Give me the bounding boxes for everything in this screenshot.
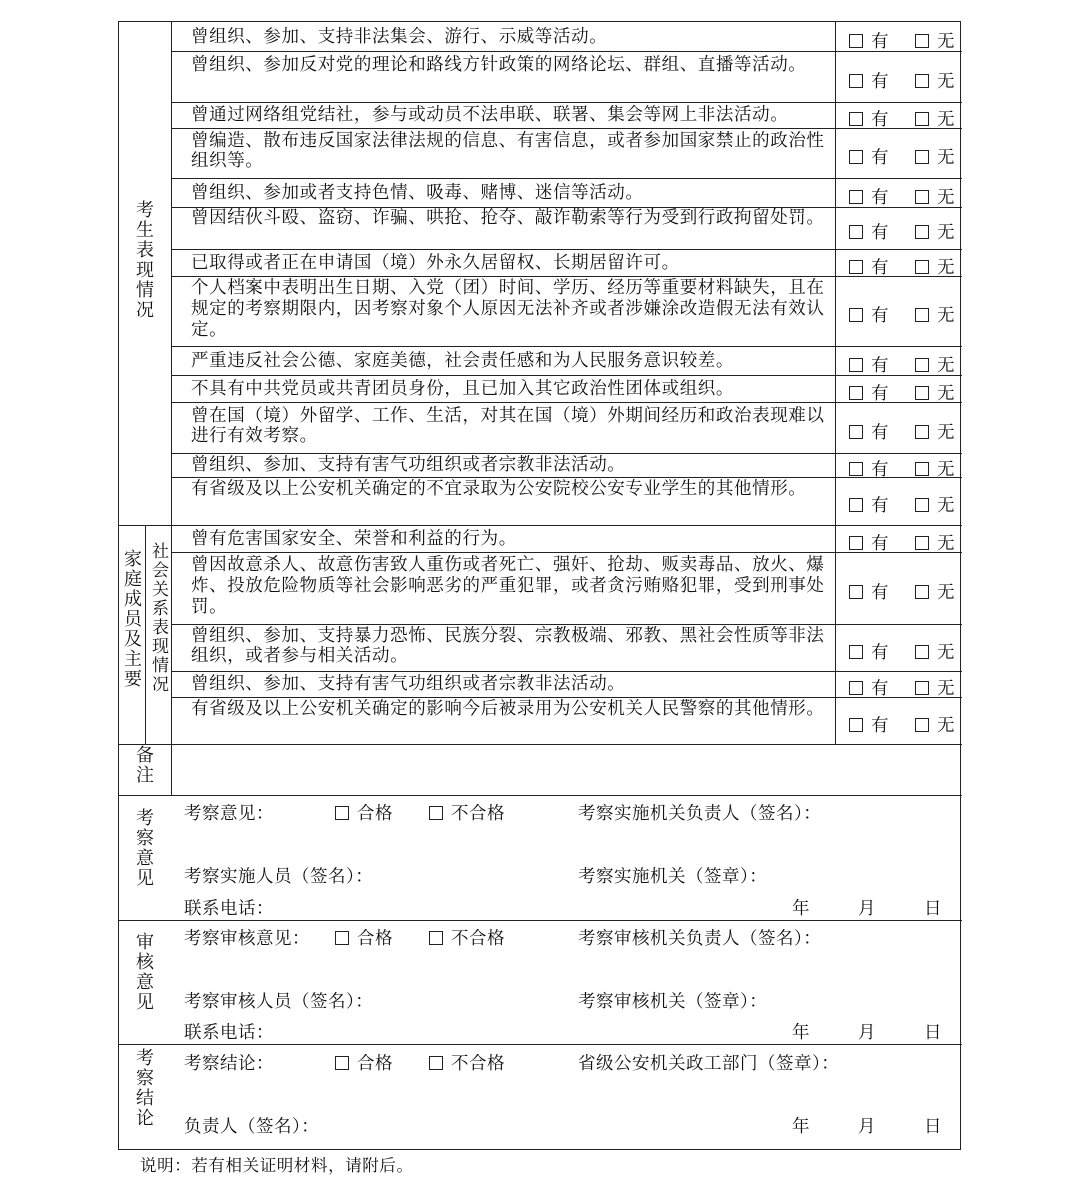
checkbox-icon xyxy=(915,150,929,164)
option-no[interactable]: 无 xyxy=(915,712,955,737)
candidate-item-text: 已取得或者正在申请国（境）外永久居留权、长期居留许可。 xyxy=(191,252,680,273)
family-item-text: 曾组织、参加、支持暴力恐怖、民族分裂、宗教极端、邪教、黑社会性质等非法组织，或者参与相关活动。 xyxy=(191,625,825,666)
section-divider xyxy=(119,795,962,796)
review-org-seal-label: 考察实施机关（签章）： xyxy=(578,867,768,887)
row-divider xyxy=(171,346,962,347)
checkbox-icon xyxy=(915,112,929,126)
option-no[interactable]: 无 xyxy=(915,380,955,405)
option-no[interactable]: 无 xyxy=(915,184,955,209)
family-item-text: 有省级及以上公安机关确定的影响今后被录用为公安机关人民警察的其他情形。 xyxy=(191,698,825,719)
option-no[interactable]: 无 xyxy=(915,68,955,93)
option-yes[interactable]: 有 xyxy=(849,639,889,664)
checkbox-icon xyxy=(849,358,863,372)
date-month: 月 xyxy=(858,899,876,919)
family-category-heading-left: 家庭成员及主要 xyxy=(121,549,142,689)
checkbox-icon xyxy=(849,112,863,126)
option-no[interactable]: 无 xyxy=(915,219,955,244)
candidate-item-text: 有省级及以上公安机关确定的不宜录取为公安院校公安专业学生的其他情形。 xyxy=(191,479,807,499)
row-divider xyxy=(171,671,962,672)
checkbox-icon xyxy=(915,498,929,512)
option-no[interactable]: 无 xyxy=(915,639,955,664)
review-pass-option[interactable]: 合格 xyxy=(335,800,393,825)
row-divider xyxy=(171,477,962,478)
section-divider xyxy=(119,1044,962,1045)
audit-staff-signature-label: 考察审核人员（签名）： xyxy=(184,992,374,1012)
conclusion-heading: 考察结论 xyxy=(133,1048,154,1128)
candidate-item-text: 曾组织、参加、支持有害气功组织或者宗教非法活动。 xyxy=(191,455,626,475)
checkbox-icon xyxy=(335,806,349,820)
political-review-form xyxy=(118,21,961,1150)
option-no[interactable]: 无 xyxy=(915,144,955,169)
checkbox-icon xyxy=(915,585,929,599)
candidate-item-text: 严重违反社会公德、家庭美德，社会责任感和为人民服务意识较差。 xyxy=(191,350,734,371)
checkbox-icon xyxy=(429,806,443,820)
checkbox-icon xyxy=(915,74,929,88)
checkbox-icon xyxy=(915,358,929,372)
review-phone-label: 联系电话： xyxy=(184,899,274,919)
checkbox-icon xyxy=(849,190,863,204)
option-no[interactable]: 无 xyxy=(915,352,955,377)
candidate-item-text: 不具有中共党员或共青团员身份，且已加入其它政治性团体或组织。 xyxy=(191,378,734,399)
family-item-text: 曾组织、参加、支持有害气功组织或者宗教非法活动。 xyxy=(191,674,626,694)
row-divider xyxy=(171,128,962,129)
checkbox-icon xyxy=(849,681,863,695)
candidate-item-text: 曾因结伙斗殴、盗窃、诈骗、哄抢、抢夺、敲诈勒索等行为受到行政拘留处罚。 xyxy=(191,208,825,228)
checkbox-icon xyxy=(849,308,863,322)
checkbox-icon xyxy=(849,260,863,274)
checkbox-icon xyxy=(849,645,863,659)
option-yes[interactable]: 有 xyxy=(849,530,889,555)
family-split-divider xyxy=(145,525,146,744)
option-no[interactable]: 无 xyxy=(915,28,955,53)
audit-org-seal-label: 考察审核机关（签章）： xyxy=(578,992,768,1012)
audit-opinion-label: 考察审核意见： xyxy=(184,929,310,949)
checkbox-icon xyxy=(849,150,863,164)
date-year: 年 xyxy=(792,1023,810,1043)
option-yes[interactable]: 有 xyxy=(849,219,889,244)
checkbox-icon xyxy=(915,260,929,274)
family-item-text: 曾因故意杀人、故意伤害致人重伤或者死亡、强奸、抢劫、贩卖毒品、放火、爆炸、投放危险物质等社会影响恶劣的严重犯罪，或者贪污贿赂犯罪，受到刑事处罚。 xyxy=(191,555,825,617)
option-yes[interactable]: 有 xyxy=(849,144,889,169)
row-divider xyxy=(171,276,962,277)
date-year: 年 xyxy=(792,899,810,919)
option-yes[interactable]: 有 xyxy=(849,380,889,405)
row-divider xyxy=(171,102,962,103)
checkbox-icon xyxy=(915,681,929,695)
checkbox-icon xyxy=(335,1056,349,1070)
audit-phone-label: 联系电话： xyxy=(184,1023,274,1043)
review-staff-signature-label: 考察实施人员（签名）： xyxy=(184,867,374,887)
conclusion-fail-option[interactable]: 不合格 xyxy=(429,1050,505,1075)
option-no[interactable]: 无 xyxy=(915,675,955,700)
candidate-item-text: 曾组织、参加或者支持色情、吸毒、赌博、迷信等活动。 xyxy=(191,182,644,203)
checkbox-icon xyxy=(915,308,929,322)
checkbox-icon xyxy=(849,585,863,599)
remarks-divider xyxy=(171,744,172,795)
category-column-divider xyxy=(171,22,172,744)
option-yes[interactable]: 有 xyxy=(849,492,889,517)
audit-leader-signature-label: 考察审核机关负责人（签名）： xyxy=(578,929,822,949)
audit-fail-option[interactable]: 不合格 xyxy=(429,925,505,950)
checkbox-icon xyxy=(429,1056,443,1070)
conclusion-label: 考察结论： xyxy=(184,1054,274,1074)
checkbox-icon xyxy=(915,645,929,659)
checkbox-icon xyxy=(849,225,863,239)
option-yes[interactable]: 有 xyxy=(849,419,889,444)
option-yes[interactable]: 有 xyxy=(849,579,889,604)
option-no[interactable]: 无 xyxy=(915,302,955,327)
footnote: 说明：若有相关证明材料，请附后。 xyxy=(140,1156,414,1175)
family-item-text: 曾有危害国家安全、荣誉和利益的行为。 xyxy=(191,528,517,549)
checkbox-icon xyxy=(915,34,929,48)
option-no[interactable]: 无 xyxy=(915,579,955,604)
audit-heading: 审核意见 xyxy=(133,932,154,1012)
option-no[interactable]: 无 xyxy=(915,254,955,279)
option-no[interactable]: 无 xyxy=(915,419,955,444)
option-no[interactable]: 无 xyxy=(915,106,955,131)
date-year: 年 xyxy=(792,1117,810,1137)
candidate-item-text: 曾通过网络组党结社，参与或动员不法串联、联署、集会等网上非法活动。 xyxy=(191,105,789,125)
row-divider xyxy=(171,51,962,52)
option-yes[interactable]: 有 xyxy=(849,675,889,700)
row-divider xyxy=(171,375,962,376)
review-opinion-label: 考察意见： xyxy=(184,804,274,824)
checkbox-icon xyxy=(915,425,929,439)
option-no[interactable]: 无 xyxy=(915,456,955,481)
checkbox-icon xyxy=(915,225,929,239)
option-yes[interactable]: 有 xyxy=(849,712,889,737)
option-yes[interactable]: 有 xyxy=(849,68,889,93)
checkbox-icon xyxy=(915,462,929,476)
checkbox-icon xyxy=(849,425,863,439)
candidate-category-heading: 考生表现情况 xyxy=(133,200,154,320)
review-leader-signature-label: 考察实施机关负责人（签名）： xyxy=(578,804,822,824)
checkbox-icon xyxy=(849,386,863,400)
row-divider xyxy=(171,552,962,553)
checkbox-icon xyxy=(849,34,863,48)
candidate-item-text: 曾组织、参加、支持非法集会、游行、示威等活动。 xyxy=(191,26,608,47)
option-no[interactable]: 无 xyxy=(915,530,955,555)
remarks-heading: 备注 xyxy=(133,745,154,785)
checkbox-icon xyxy=(915,386,929,400)
date-month: 月 xyxy=(858,1023,876,1043)
date-month: 月 xyxy=(858,1117,876,1137)
option-yes[interactable]: 有 xyxy=(849,352,889,377)
row-divider xyxy=(171,402,962,403)
row-divider xyxy=(171,249,962,250)
checkbox-icon xyxy=(849,718,863,732)
candidate-item-text: 曾组织、参加反对党的理论和路线方针政策的网络论坛、群组、直播等活动。 xyxy=(191,54,807,75)
checkbox-icon xyxy=(915,190,929,204)
checkbox-icon xyxy=(849,498,863,512)
candidate-item-text: 个人档案中表明出生日期、入党（团）时间、学历、经历等重要材料缺失，且在规定的考察期限内，因考察对象个人原因无法补齐或者涉嫌涂改造假无法有效认定。 xyxy=(191,278,825,340)
candidate-item-text: 曾编造、散布违反国家法律法规的信息、有害信息，或者参加国家禁止的政治性组织等。 xyxy=(191,131,825,171)
option-yes[interactable]: 有 xyxy=(849,456,889,481)
section-divider xyxy=(119,920,962,921)
checkbox-icon xyxy=(849,536,863,550)
section-divider xyxy=(119,744,962,745)
checkbox-icon xyxy=(849,74,863,88)
candidate-item-text: 曾在国（境）外留学、工作、生活，对其在国（境）外期间经历和政治表现难以进行有效考察。 xyxy=(191,405,825,446)
checkbox-icon xyxy=(849,462,863,476)
checkbox-icon xyxy=(335,931,349,945)
checkbox-icon xyxy=(915,536,929,550)
review-heading: 考察意见 xyxy=(133,808,154,888)
row-divider xyxy=(171,178,962,179)
family-category-heading-right: 社会关系表现情况 xyxy=(148,542,168,694)
date-day: 日 xyxy=(924,1117,942,1137)
checkbox-icon xyxy=(429,931,443,945)
option-yes[interactable]: 有 xyxy=(849,302,889,327)
option-yes[interactable]: 有 xyxy=(849,106,889,131)
checkbox-icon xyxy=(915,718,929,732)
option-yes[interactable]: 有 xyxy=(849,28,889,53)
date-day: 日 xyxy=(924,1023,942,1043)
checkbox-column-divider xyxy=(835,22,836,744)
section-divider xyxy=(119,525,962,526)
audit-pass-option[interactable]: 合格 xyxy=(335,925,393,950)
conclusion-dept-seal-label: 省级公安机关政工部门（签章）： xyxy=(578,1054,840,1074)
conclusion-person-signature-label: 负责人（签名）： xyxy=(184,1117,320,1137)
option-yes[interactable]: 有 xyxy=(849,184,889,209)
option-no[interactable]: 无 xyxy=(915,492,955,517)
review-fail-option[interactable]: 不合格 xyxy=(429,800,505,825)
conclusion-pass-option[interactable]: 合格 xyxy=(335,1050,393,1075)
option-yes[interactable]: 有 xyxy=(849,254,889,279)
date-day: 日 xyxy=(924,899,942,919)
